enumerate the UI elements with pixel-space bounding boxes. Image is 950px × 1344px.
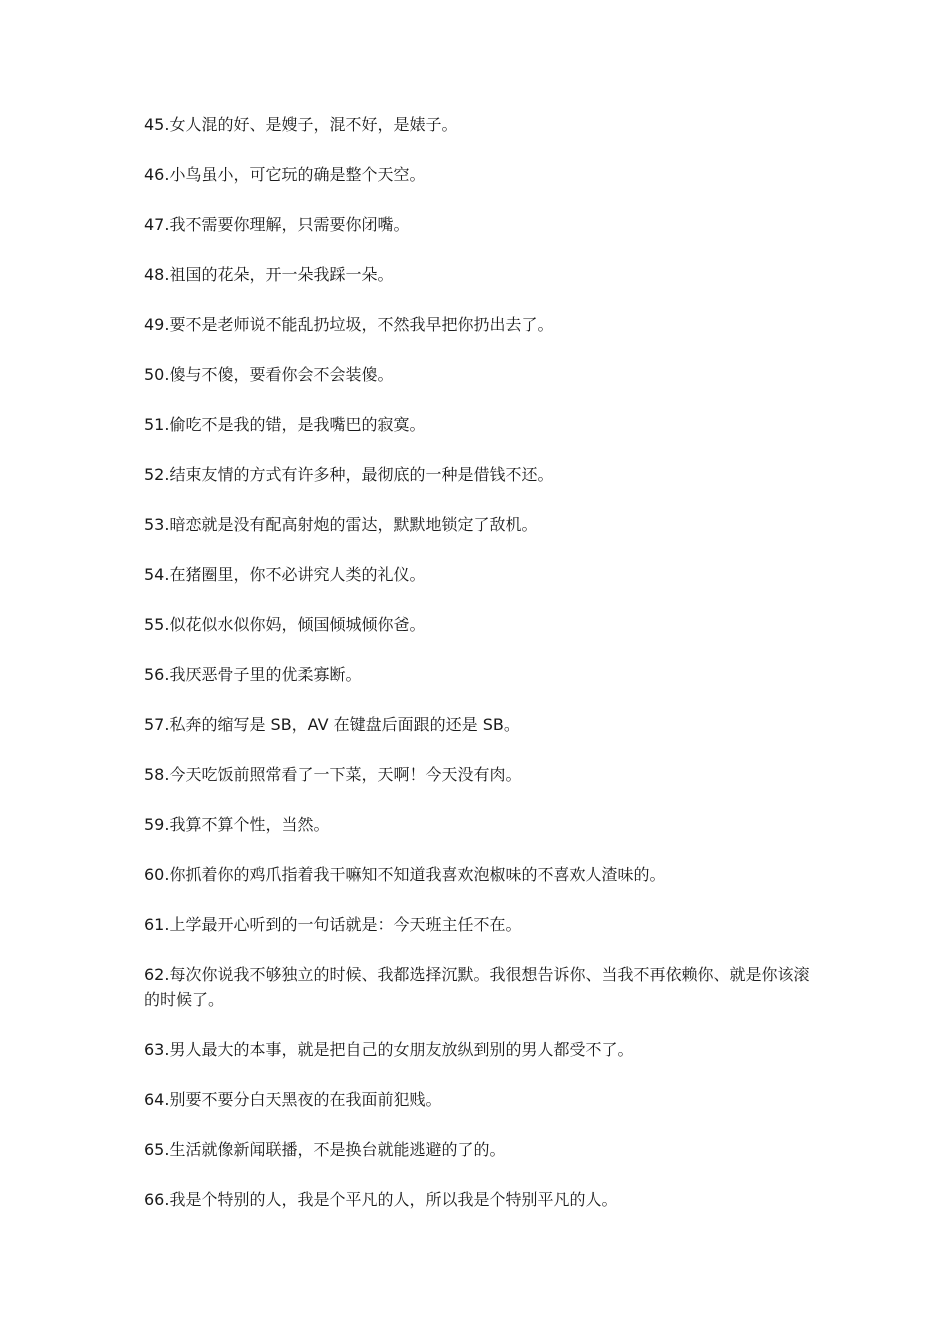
quote-line-57: 57.私奔的缩写是 SB，AV 在键盘后面跟的还是 SB。	[144, 715, 520, 734]
quote-line-46: 46.小鸟虽小，可它玩的确是整个天空。	[144, 165, 426, 184]
quote-line-49: 49.要不是老师说不能乱扔垃圾，不然我早把你扔出去了。	[144, 315, 554, 334]
quote-line-45: 45.女人混的好、是嫂子，混不好，是婊子。	[144, 115, 458, 134]
quote-line-48: 48.祖国的花朵，开一朵我踩一朵。	[144, 265, 394, 284]
quote-line-56: 56.我厌恶骨子里的优柔寡断。	[144, 665, 362, 684]
quote-line-50: 50.傻与不傻，要看你会不会装傻。	[144, 365, 394, 384]
quote-line-64: 64.别要不要分白天黑夜的在我面前犯贱。	[144, 1090, 442, 1109]
quote-line-47: 47.我不需要你理解，只需要你闭嘴。	[144, 215, 410, 234]
quote-line-55: 55.似花似水似你妈，倾国倾城倾你爸。	[144, 615, 426, 634]
quote-line-63: 63.男人最大的本事，就是把自己的女朋友放纵到别的男人都受不了。	[144, 1040, 634, 1059]
quote-line-59: 59.我算不算个性，当然。	[144, 815, 330, 834]
quote-line-66: 66.我是个特别的人，我是个平凡的人，所以我是个特别平凡的人。	[144, 1190, 618, 1209]
quote-line-60: 60.你抓着你的鸡爪指着我干嘛知不知道我喜欢泡椒味的不喜欢人渣味的。	[144, 865, 666, 884]
quote-line-62: 62.每次你说我不够独立的时候、我都选择沉默。我很想告诉你、当我不再依赖你、就是你该滚的时候了。	[144, 965, 810, 1009]
quote-line-58: 58.今天吃饭前照常看了一下菜，天啊！今天没有肉。	[144, 765, 522, 784]
quote-line-53: 53.暗恋就是没有配高射炮的雷达，默默地锁定了敌机。	[144, 515, 538, 534]
quote-line-51: 51.偷吃不是我的错，是我嘴巴的寂寞。	[144, 415, 426, 434]
document-body	[144, 112, 810, 1237]
quote-line-52: 52.结束友情的方式有许多种，最彻底的一种是借钱不还。	[144, 465, 554, 484]
quote-line-54: 54.在猪圈里，你不必讲究人类的礼仪。	[144, 565, 426, 584]
quote-line-61: 61.上学最开心听到的一句话就是：今天班主任不在。	[144, 915, 522, 934]
quote-line-65: 65.生活就像新闻联播，不是换台就能逃避的了的。	[144, 1140, 506, 1159]
